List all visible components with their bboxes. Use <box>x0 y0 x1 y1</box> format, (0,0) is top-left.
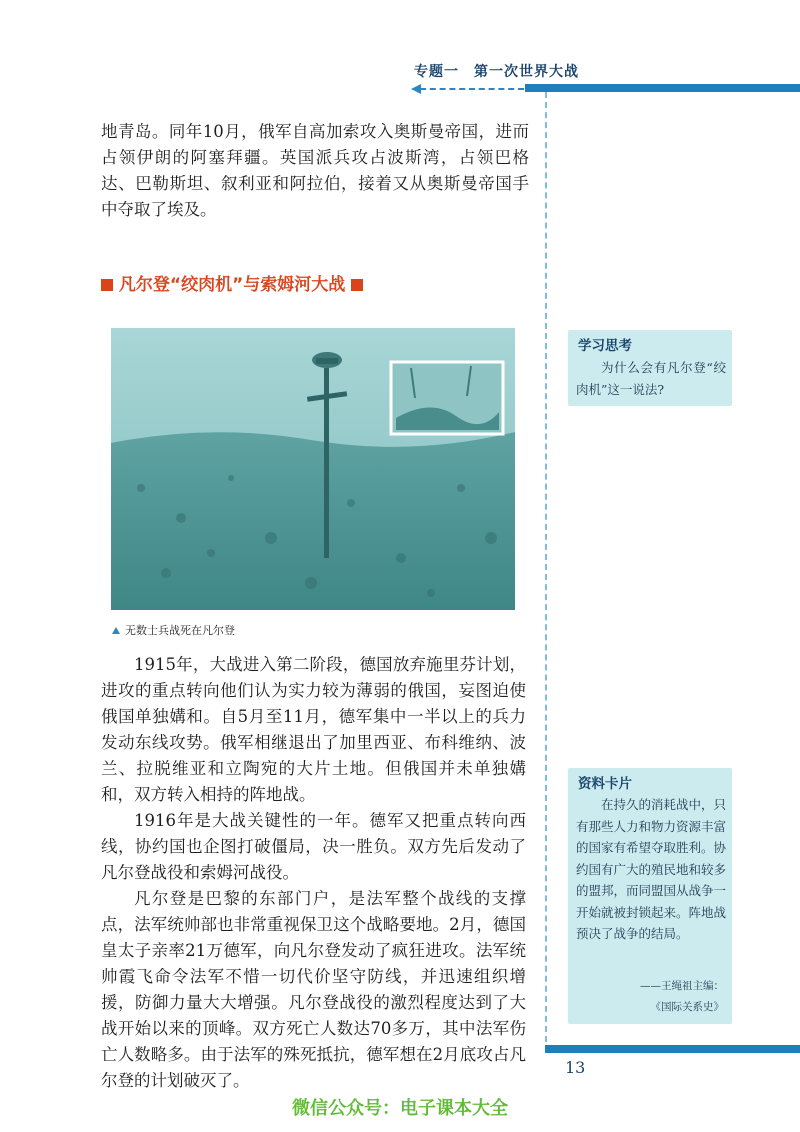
material-box-text: 在持久的消耗战中，只有那些人力和物力资源丰富的国家有希望夺取胜利。协约国有广大的殖民地和较多的盟邦，而同盟国从战争一开始就被封锁起来。阵地战预决了战争的结局。 <box>576 797 727 941</box>
photo-caption <box>112 622 235 638</box>
heading-square-icon <box>351 279 363 291</box>
paragraph-verdun: 凡尔登是巴黎的东部门户，是法军整个战线的支撑点，法军统帅部也非常重视保卫这个战略要地。2月，德国皇太子亲率21万德军，向凡尔登发动了疯狂进攻。法军统帅霞飞命令法军不惜一切代价坚守防线，并迅速组织增援，防御力量大大增强。凡尔登战役的激烈程度达到了大战开始以来的顶峰。双方死亡人数达70多万，其中法军伤亡人数略多。由于法军的殊死抵抗，德军想在2月底攻占凡尔登的计划破灭了。 <box>101 889 526 1090</box>
margin-divider <box>545 92 547 1042</box>
chapter-header-title: 专题一 第一次世界大战 <box>414 64 579 80</box>
study-think-box <box>568 330 732 406</box>
material-box-attribution-1: ——王绳祖主编： <box>640 980 724 992</box>
material-card-box <box>568 768 732 1024</box>
caption-triangle-icon <box>112 627 120 634</box>
page-number: 13 <box>565 1058 586 1077</box>
verdun-battlefield-photo <box>111 328 515 610</box>
heading-square-icon <box>101 279 113 291</box>
material-box-title: 资料卡片 <box>578 776 632 792</box>
paragraph-intro: 地青岛。同年10月，俄军自高加索攻入奥斯曼帝国，进而占领伊朗的阿塞拜疆。英国派兵攻占波斯湾，占领巴格达、巴勒斯坦、叙利亚和阿拉伯，接着又从奥斯曼帝国手中夺取了埃及。 <box>101 122 529 219</box>
paragraph-1916: 1916年是大战关键性的一年。德军又把重点转向西线，协约国也企图打破僵局，决一胜负。双方先后发动了凡尔登战役和索姆河战役。 <box>101 811 526 882</box>
photo-caption-text: 无数士兵战死在凡尔登 <box>125 624 235 637</box>
watermark-text: 微信公众号：电子课本大全 <box>292 1098 508 1119</box>
paragraph-1915: 1915年，大战进入第二阶段，德国放弃施里芬计划，进攻的重点转向他们认为实力较为薄弱的俄国，妄图迫使俄国单独媾和。自5月至11月，德军集中一半以上的兵力发动东线攻势。俄军相继退出了加里西亚、布科维纳、波兰、拉脱维亚和立陶宛的大片土地。但俄国并未单独媾和，双方转入相持的阵地战。 <box>101 655 526 804</box>
section-heading-text: 凡尔登“绞肉机”与索姆河大战 <box>118 275 346 295</box>
study-box-text: 为什么会有凡尔登“绞肉机”这一说法? <box>576 360 726 397</box>
study-box-title: 学习思考 <box>578 338 632 354</box>
header-dashed-line <box>420 88 524 90</box>
header-bar <box>525 84 800 92</box>
section-heading <box>101 270 363 295</box>
material-box-attribution-2: 《国际关系史》 <box>650 1001 724 1013</box>
footer-bar <box>545 1045 800 1053</box>
